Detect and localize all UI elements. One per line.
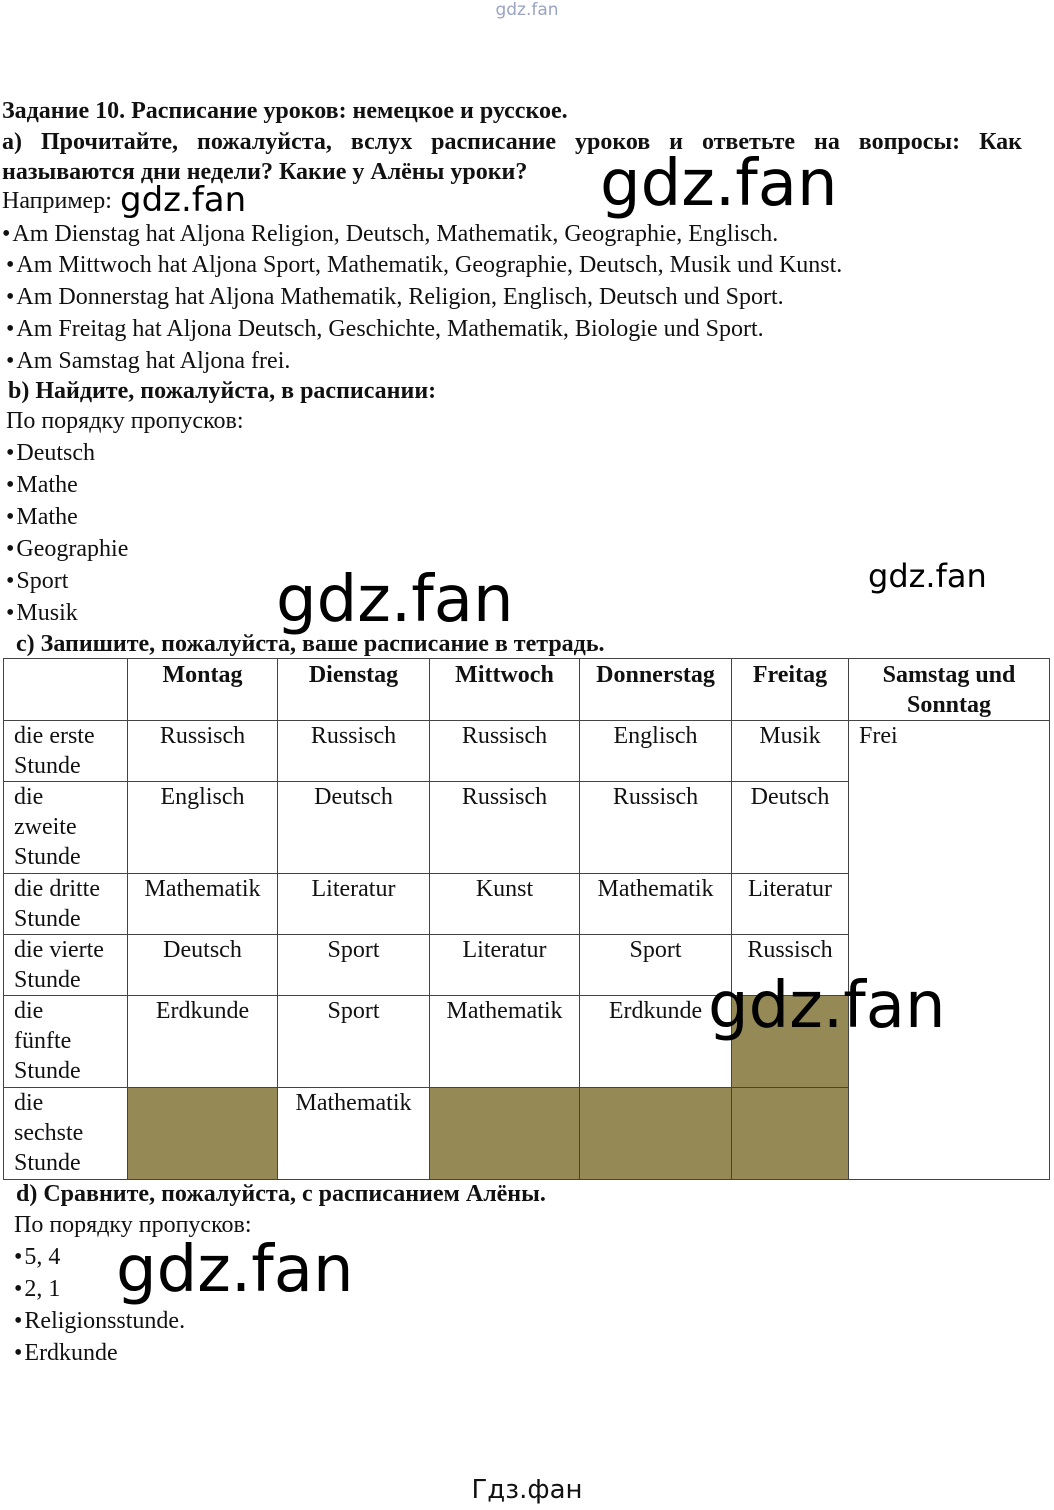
table-row [4,721,1050,782]
watermark: gdz.fan [600,147,838,221]
part-b-item: • Sport [6,566,68,596]
example-label: Например: [2,188,112,214]
part-b-heading: b) Найдите, пожалуйста, в расписании: [8,378,437,404]
lesson-cell: Mathematik [278,1088,430,1180]
lesson-cell: Russisch [430,782,580,874]
part-d-intro: По порядку пропусков: [14,1212,252,1238]
footer-caption: Гдз.фан [471,1475,583,1505]
task-title: Задание 10. Расписание уроков: немецкое и русское. [2,98,568,124]
lesson-cell: Russisch [580,782,732,874]
watermark: gdz.fan [868,557,987,595]
part-a-item: • Am Dienstag hat Aljona Religion, Deutsch, Mathematik, Geographie, Englisch. [2,219,778,249]
part-d-item: • 2, 1 [14,1274,60,1304]
lesson-cell: Sport [580,935,732,996]
watermark: gdz.fan [276,563,514,637]
lesson-cell: Musik [732,721,849,782]
part-a-item: • Am Freitag hat Aljona Deutsch, Geschichte, Mathematik, Biologie und Sport. [6,314,764,344]
lesson-cell: Mathematik [430,996,580,1088]
part-a-item: • Am Donnerstag hat Aljona Mathematik, Religion, Englisch, Deutsch und Sport. [6,282,784,312]
lesson-cell: Deutsch [278,782,430,874]
lesson-label: die erste Stunde [4,721,128,782]
shaded-cell [128,1088,278,1180]
day-header: Mittwoch [430,659,580,721]
part-d-item: • Erdkunde [14,1338,118,1368]
lesson-cell: Erdkunde [580,996,732,1088]
lesson-label: die dritte Stunde [4,874,128,935]
day-header: Dienstag [278,659,430,721]
lesson-cell: Russisch [128,721,278,782]
lesson-cell: Kunst [430,874,580,935]
shaded-cell [732,1088,849,1180]
lesson-cell: Deutsch [732,782,849,874]
table-header-row [4,659,1050,721]
day-header: Donnerstag [580,659,732,721]
lesson-label: die fünfte Stunde [4,996,128,1088]
part-a-item: • Am Mittwoch hat Aljona Sport, Mathematik, Geographie, Deutsch, Musik und Kunst. [6,250,842,280]
lesson-cell: Literatur [732,874,849,935]
part-a-item: • Am Samstag hat Aljona frei. [6,346,290,376]
lesson-cell: Englisch [580,721,732,782]
lesson-cell: Literatur [278,874,430,935]
lesson-cell: Russisch [278,721,430,782]
watermark: gdz.fan [116,1233,354,1307]
lesson-cell: Englisch [128,782,278,874]
watermark: gdz.fan [120,180,247,220]
day-header: Samstag und Sonntag [849,659,1050,721]
shaded-cell [580,1088,732,1180]
corner-cell [4,659,128,721]
lesson-cell: Sport [278,935,430,996]
part-b-item: • Mathe [6,502,78,532]
part-b-item: • Deutsch [6,438,95,468]
part-a-heading: a) Прочитайте, пожалуйста, вслух расписание уроков и ответьте на вопросы: Как называются дни недели? Какие у Алёны уроки? [2,129,1022,185]
shaded-cell [430,1088,580,1180]
lesson-label: die sechste Stunde [4,1088,128,1180]
part-b-intro: По порядку пропусков: [6,408,244,434]
part-b-item: • Geographie [6,534,128,564]
lesson-cell: Mathematik [128,874,278,935]
part-d-item: • 5, 4 [14,1242,60,1272]
part-c-heading: c) Запишите, пожалуйста, ваше расписание в тетрадь. [16,631,605,657]
weekend-cell: Frei [849,721,1050,1180]
day-header: Montag [128,659,278,721]
lesson-label: die zweite Stunde [4,782,128,874]
lesson-cell: Sport [278,996,430,1088]
lesson-cell: Mathematik [580,874,732,935]
part-d-item: • Religionsstunde. [14,1306,185,1336]
part-b-item: • Musik [6,598,78,628]
lesson-cell: Deutsch [128,935,278,996]
lesson-cell: Erdkunde [128,996,278,1088]
top-watermark: gdz.fan [495,0,559,20]
lesson-cell: Literatur [430,935,580,996]
watermark: gdz.fan [708,969,946,1043]
part-b-item: • Mathe [6,470,78,500]
lesson-cell: Russisch [732,935,849,996]
day-header: Freitag [732,659,849,721]
lesson-cell: Russisch [430,721,580,782]
part-d-heading: d) Сравните, пожалуйста, с расписанием Алёны. [16,1181,546,1207]
lesson-label: die vierte Stunde [4,935,128,996]
schedule-table [3,658,1050,1180]
